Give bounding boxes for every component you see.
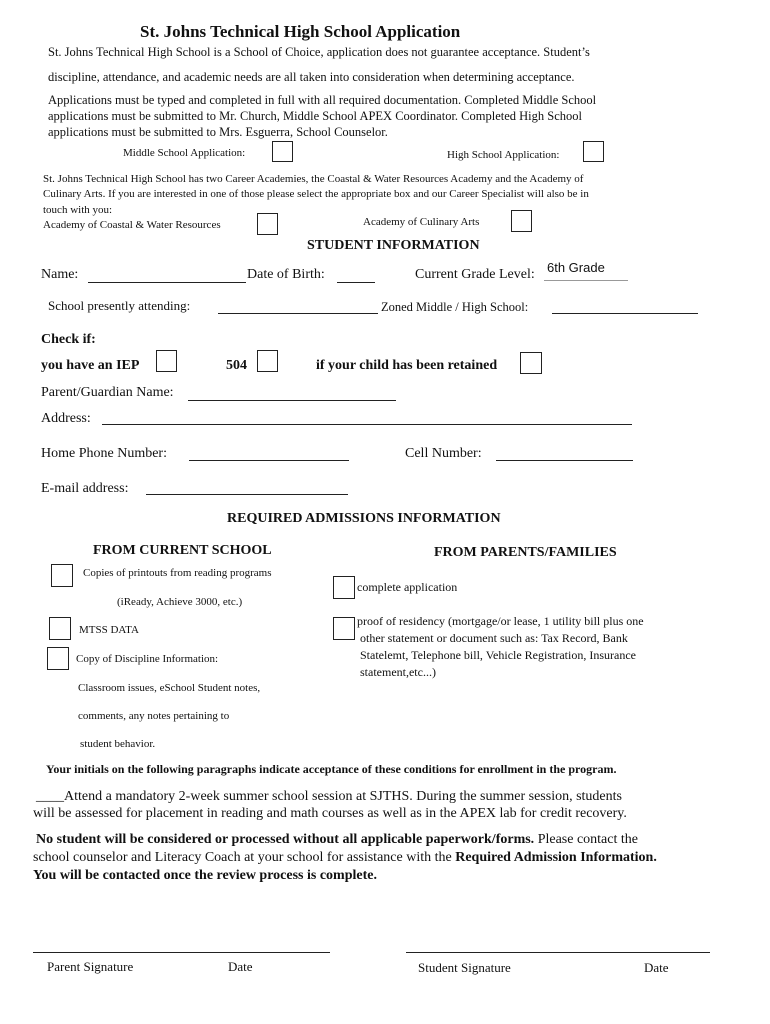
current-school-label: School presently attending: xyxy=(48,298,191,313)
printouts-label-line-1: Copies of printouts from reading programs xyxy=(83,567,272,579)
student-date-label: Date xyxy=(644,960,669,975)
cell-number-field[interactable] xyxy=(496,460,633,461)
address-field[interactable] xyxy=(102,424,632,425)
student-info-heading: STUDENT INFORMATION xyxy=(307,238,480,253)
dob-field[interactable] xyxy=(337,282,375,283)
check-if-label: Check if: xyxy=(41,332,96,347)
page-title: St. Johns Technical High School Application xyxy=(140,22,461,41)
grade-level-label: Current Grade Level: xyxy=(415,267,535,282)
retained-checkbox[interactable] xyxy=(520,352,542,374)
address-label: Address: xyxy=(41,411,91,426)
zoned-school-field[interactable] xyxy=(552,313,698,314)
no-student-bold-text: No student will be considered or processed without all applicable paperwork/forms. xyxy=(36,832,535,847)
current-school-heading: FROM CURRENT SCHOOL xyxy=(93,543,272,558)
section-504-label: 504 xyxy=(226,358,247,373)
submission-text-line-2: applications must be submitted to Mr. Church, Middle School APEX Coordinator. Completed High School xyxy=(48,109,582,123)
grade-level-field[interactable] xyxy=(544,280,628,281)
admissions-heading: REQUIRED ADMISSIONS INFORMATION xyxy=(227,511,501,526)
required-info-bold-text: Required Admission Information. xyxy=(455,850,657,865)
summer-school-line-1: ____Attend a mandatory 2-week summer school session at SJTHS. During the summer session, students xyxy=(36,789,622,804)
high-school-label: High School Application: xyxy=(447,149,560,161)
middle-school-label: Middle School Application: xyxy=(123,147,246,159)
home-phone-label: Home Phone Number: xyxy=(41,446,167,461)
discipline-note-line-3: student behavior. xyxy=(80,738,156,750)
complete-application-checkbox[interactable] xyxy=(333,576,355,599)
residency-checkbox[interactable] xyxy=(333,617,355,640)
name-label: Name: xyxy=(41,267,79,282)
parent-name-label: Parent/Guardian Name: xyxy=(41,385,174,400)
culinary-academy-label: Academy of Culinary Arts xyxy=(363,216,480,228)
discipline-note-line-1: Classroom issues, eSchool Student notes, xyxy=(78,682,261,694)
email-field[interactable] xyxy=(146,494,348,495)
intro-text-line-1: St. Johns Technical High School is a School of Choice, application does not guarantee acceptance. Student’s xyxy=(48,45,590,59)
coastal-academy-label: Academy of Coastal & Water Resources xyxy=(43,219,221,231)
discipline-note-line-2: comments, any notes pertaining to xyxy=(78,710,230,722)
culinary-academy-checkbox[interactable] xyxy=(511,210,532,232)
counselor-line xyxy=(33,850,657,866)
home-phone-field[interactable] xyxy=(189,460,349,461)
parent-signature-line[interactable] xyxy=(33,952,330,953)
retained-label: if your child has been retained xyxy=(316,358,498,373)
mtss-label: MTSS DATA xyxy=(79,624,139,636)
complete-application-label: complete application xyxy=(357,580,458,594)
section-504-checkbox[interactable] xyxy=(257,350,278,372)
coastal-academy-checkbox[interactable] xyxy=(257,213,278,235)
academy-text-line-1: St. Johns Technical High School has two Career Academies, the Coastal & Water Resources Academy and the Academy of xyxy=(43,173,584,185)
parent-name-field[interactable] xyxy=(188,400,396,401)
iep-checkbox[interactable] xyxy=(156,350,177,372)
discipline-label: Copy of Discipline Information: xyxy=(76,653,219,665)
printouts-label-line-2: (iReady, Achieve 3000, etc.) xyxy=(117,596,243,608)
initials-notice: Your initials on the following paragraphs indicate acceptance of these conditions for enrollment in the program. xyxy=(46,762,617,776)
email-label: E-mail address: xyxy=(41,481,129,496)
no-student-rest-text: Please contact the xyxy=(534,832,638,847)
residency-label-line-1: proof of residency (mortgage/or lease, 1 utility bill plus one xyxy=(357,614,644,628)
name-field[interactable] xyxy=(88,282,246,283)
cell-number-label: Cell Number: xyxy=(405,446,482,461)
no-student-line xyxy=(36,832,638,848)
mtss-checkbox[interactable] xyxy=(49,617,71,640)
residency-label-line-4: statement,etc...) xyxy=(360,665,436,679)
contacted-notice: You will be contacted once the review process is complete. xyxy=(33,868,377,883)
high-school-checkbox[interactable] xyxy=(583,141,604,162)
student-signature-line[interactable] xyxy=(406,952,710,953)
residency-label-line-2: other statement or document such as: Tax Record, Bank xyxy=(360,631,628,645)
discipline-checkbox[interactable] xyxy=(47,647,69,670)
submission-text-line-3: applications must be submitted to Mrs. Esguerra, School Counselor. xyxy=(48,125,388,139)
submission-text-line-1: Applications must be typed and completed in full with all required documentation. Completed Middle School xyxy=(48,93,597,107)
grade-level-value: 6th Grade xyxy=(547,260,605,275)
intro-text-line-2: discipline, attendance, and academic needs are all taken into consideration when determining acceptance. xyxy=(48,70,575,84)
parents-families-heading: FROM PARENTS/FAMILIES xyxy=(434,545,617,560)
parent-signature-label: Parent Signature xyxy=(47,959,134,974)
printouts-checkbox[interactable] xyxy=(51,564,73,587)
parent-date-label: Date xyxy=(228,959,253,974)
summer-school-line-2: will be assessed for placement in reading and math courses as well as in the APEX lab for credit recovery. xyxy=(33,806,627,821)
dob-label: Date of Birth: xyxy=(247,267,325,282)
academy-text-line-3: touch with you: xyxy=(43,204,113,216)
iep-label: you have an IEP xyxy=(41,358,140,373)
counselor-text: school counselor and Literacy Coach at your school for assistance with the xyxy=(33,850,456,865)
current-school-field[interactable] xyxy=(218,313,378,314)
middle-school-checkbox[interactable] xyxy=(272,141,293,162)
residency-label-line-3: Statelemt, Telephone bill, Vehicle Registration, Insurance xyxy=(360,648,636,662)
academy-text-line-2: Culinary Arts. If you are interested in one of those please select the appropriate box and our Career Specialist will also be in xyxy=(43,188,589,200)
student-signature-label: Student Signature xyxy=(418,960,511,975)
zoned-school-label: Zoned Middle / High School: xyxy=(381,300,529,314)
